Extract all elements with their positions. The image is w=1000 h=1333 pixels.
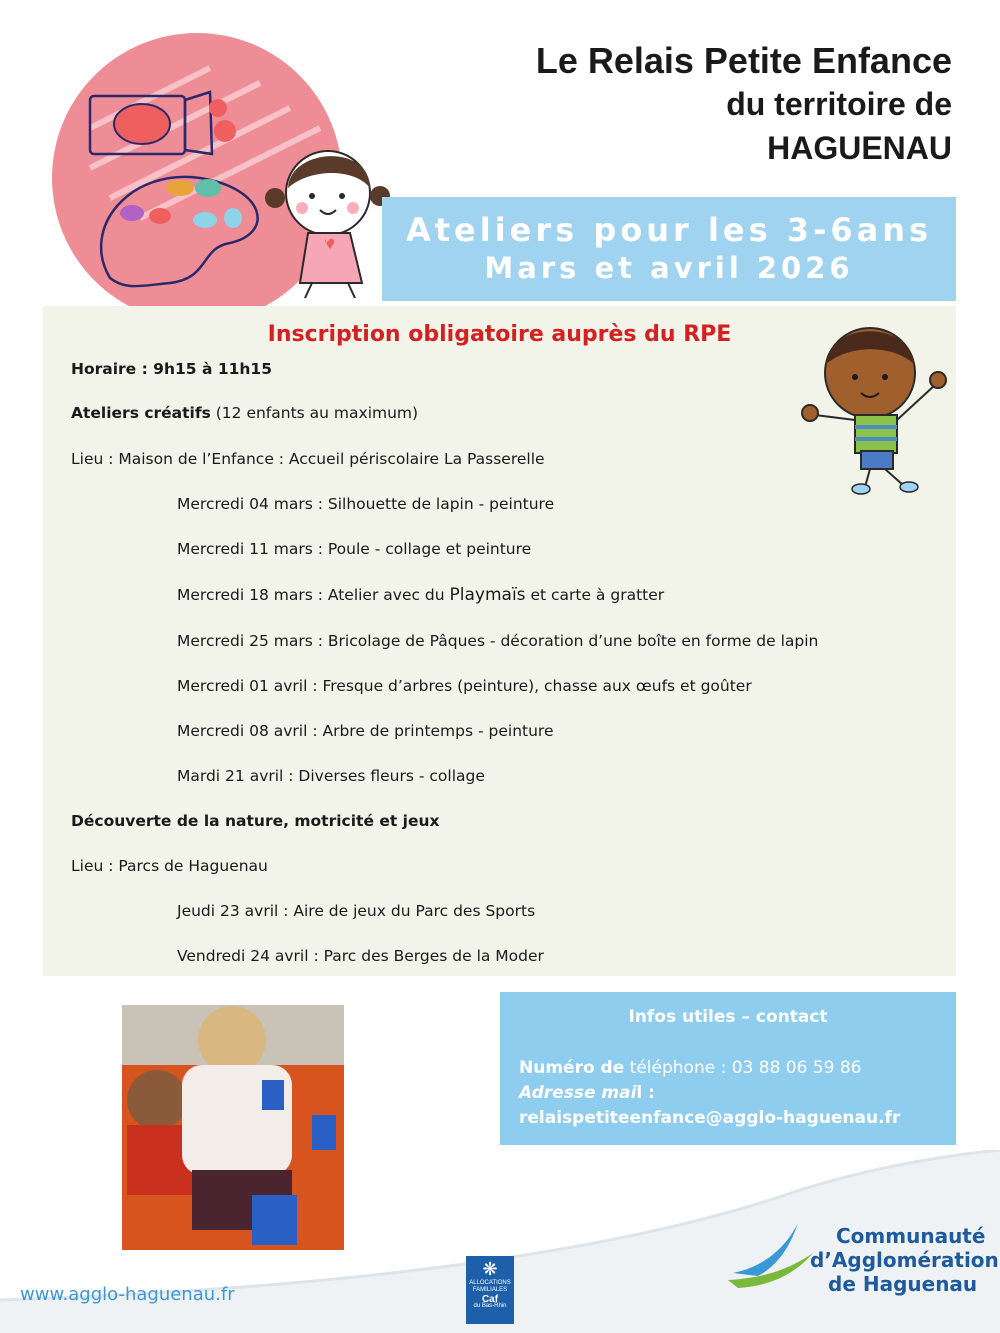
title-line-3: HAGUENAU	[767, 130, 952, 166]
caf-line1: ALLOCATIONS	[469, 1280, 511, 1286]
session-item: Mercredi 04 mars : Silhouette de lapin - peinture	[177, 495, 555, 513]
location-maison-enfance: Lieu : Maison de l’Enfance : Accueil périscolaire La Passerelle	[71, 450, 545, 468]
creative-workshops-note: (12 enfants au maximum)	[210, 404, 419, 422]
session-item: Mercredi 25 mars : Bricolage de Pâques - décoration d’une boîte en forme de lapin	[177, 632, 819, 650]
caf-logo	[466, 1256, 514, 1324]
title-line-1: Le Relais Petite Enfance	[535, 40, 952, 81]
session-item: Jeudi 23 avril : Aire de jeux du Parc des Sports	[177, 902, 536, 920]
location-parcs: Lieu : Parcs de Haguenau	[71, 857, 268, 875]
paint-palette-illustration	[50, 28, 390, 308]
contact-email[interactable]: relaispetiteenfance@agglo-haguenau.fr	[519, 1108, 901, 1128]
session-highlight: Playmaïs	[449, 585, 526, 605]
banner-subtitle: Mars et avril 2026	[484, 251, 854, 285]
caf-star-icon: ❋	[482, 1259, 498, 1279]
session-item: Mercredi 01 avril : Fresque d’arbres (peinture), chasse aux œufs et goûter	[177, 677, 752, 695]
phone-label: Numéro de	[519, 1058, 625, 1078]
session-suffix: et carte à gratter	[525, 586, 665, 604]
agglo-line-1: Communauté	[836, 1224, 986, 1248]
caf-line2: FAMILIALES	[472, 1287, 508, 1293]
agglo-logo-text	[810, 1224, 999, 1296]
contact-heading: Infos utiles – contact	[628, 1007, 828, 1027]
caf-region: du Bas-Rhin	[473, 1303, 507, 1309]
creative-workshops-heading	[71, 404, 418, 422]
caf-name: Caf	[481, 1294, 499, 1305]
creative-workshops-label: Ateliers créatifs	[71, 404, 211, 422]
session-item: Mardi 21 avril : Diverses fleurs - collage	[177, 767, 485, 785]
session-item: Mercredi 08 avril : Arbre de printemps - peinture	[177, 722, 554, 740]
phone-number: téléphone : 03 88 06 59 86	[624, 1058, 862, 1078]
session-item-playmais	[177, 585, 664, 605]
agglo-logo-mark	[728, 1218, 818, 1290]
contact-mail-label	[519, 1083, 655, 1103]
mail-label: Adresse mai	[519, 1083, 637, 1103]
mail-label-end: l :	[636, 1083, 655, 1103]
session-item: Vendredi 24 avril : Parc des Berges de la Moder	[177, 947, 544, 965]
agglo-line-3: de Haguenau	[828, 1272, 978, 1296]
banner-title: Ateliers pour les 3-6ans	[405, 211, 933, 249]
session-prefix: Mercredi 18 mars : Atelier avec du	[177, 586, 450, 604]
workshop-banner	[382, 197, 956, 301]
session-item: Mercredi 11 mars : Poule - collage et peinture	[177, 540, 532, 558]
agglo-line-2: d’Agglomération	[810, 1248, 999, 1272]
contact-phone	[519, 1058, 862, 1078]
schedule-hours: Horaire : 9h15 à 11h15	[71, 360, 273, 378]
registration-notice: Inscription obligatoire auprès du RPE	[267, 322, 732, 347]
contact-box	[500, 992, 956, 1145]
title-line-2: du territoire de	[726, 86, 952, 122]
website-link[interactable]: www.agglo-haguenau.fr	[20, 1284, 235, 1305]
nature-heading: Découverte de la nature, motricité et jeux	[71, 812, 440, 830]
boy-illustration	[795, 315, 955, 495]
